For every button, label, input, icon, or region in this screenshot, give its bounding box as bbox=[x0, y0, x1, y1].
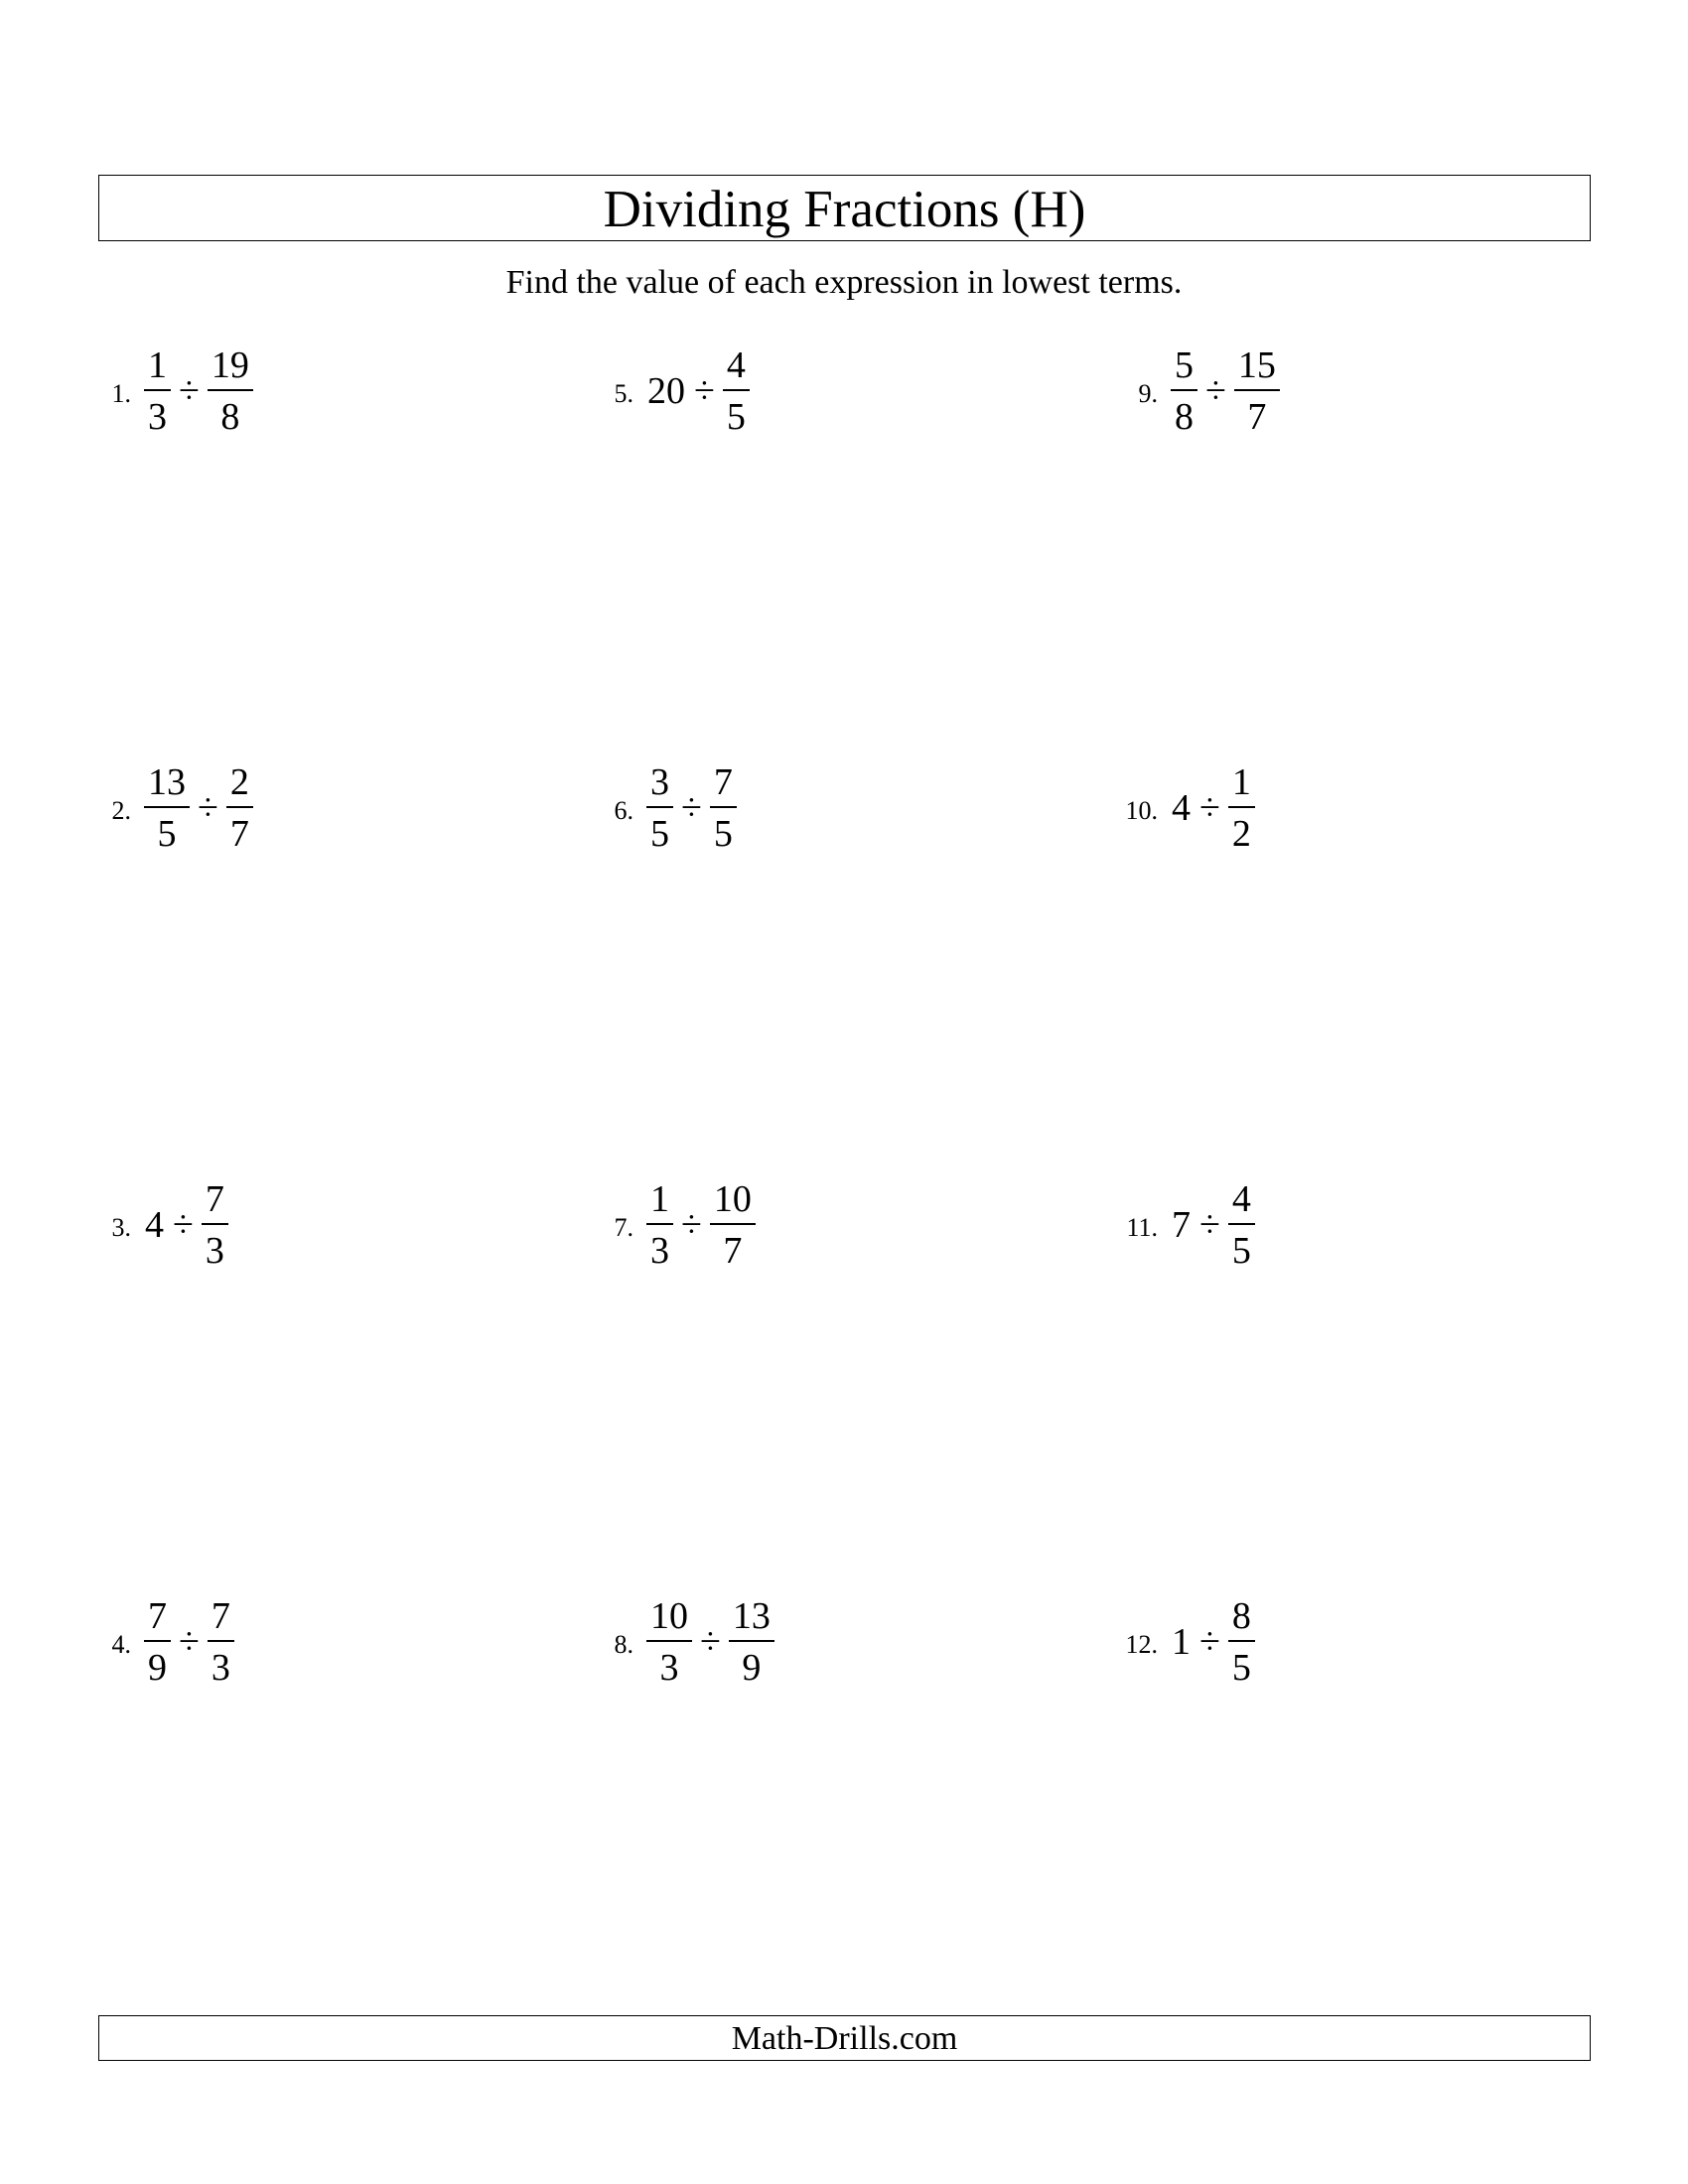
page-title: Dividing Fractions (H) bbox=[603, 181, 1086, 238]
divide-sign: ÷ bbox=[198, 787, 218, 829]
problem-number: 5. bbox=[614, 379, 633, 408]
expression bbox=[141, 346, 256, 436]
instructions: Find the value of each expression in lowest terms. bbox=[505, 264, 1183, 301]
fraction bbox=[1228, 1597, 1255, 1687]
denominator: 5 bbox=[713, 813, 733, 855]
denominator: 5 bbox=[726, 396, 746, 438]
problem-number: 12. bbox=[1125, 1630, 1158, 1659]
denominator: 5 bbox=[1231, 1230, 1251, 1272]
whole-number: 7 bbox=[1172, 1204, 1191, 1246]
expression bbox=[643, 1180, 759, 1270]
problem-number: 1. bbox=[111, 379, 131, 408]
fraction bbox=[729, 1597, 774, 1687]
denominator: 7 bbox=[229, 813, 249, 855]
expression bbox=[643, 763, 740, 853]
problem-2 bbox=[89, 749, 256, 868]
fraction bbox=[646, 1597, 692, 1687]
problem-number: 2. bbox=[111, 796, 131, 825]
problem-4 bbox=[89, 1582, 237, 1702]
denominator: 9 bbox=[742, 1647, 762, 1689]
problem-3 bbox=[89, 1165, 231, 1285]
numerator: 1 bbox=[650, 1178, 669, 1220]
numerator: 7 bbox=[205, 1178, 224, 1220]
denominator: 5 bbox=[1231, 1647, 1251, 1689]
numerator: 4 bbox=[1231, 1178, 1251, 1220]
denominator: 8 bbox=[220, 396, 240, 438]
divide-sign: ÷ bbox=[681, 1204, 702, 1246]
divide-sign: ÷ bbox=[1205, 370, 1226, 412]
denominator: 3 bbox=[659, 1647, 679, 1689]
denominator: 3 bbox=[148, 396, 167, 438]
numerator: 13 bbox=[148, 761, 186, 803]
footer-text: Math-Drills.com bbox=[731, 2020, 958, 2057]
problem-8 bbox=[592, 1582, 777, 1702]
fraction bbox=[202, 1180, 228, 1270]
numerator: 7 bbox=[211, 1595, 230, 1637]
denominator: 5 bbox=[650, 813, 669, 855]
numerator: 8 bbox=[1231, 1595, 1251, 1637]
numerator: 19 bbox=[211, 344, 249, 386]
numerator: 3 bbox=[650, 761, 669, 803]
whole-number: 20 bbox=[647, 370, 685, 412]
numerator: 1 bbox=[1231, 761, 1251, 803]
problem-number: 3. bbox=[111, 1213, 131, 1242]
fraction bbox=[1234, 346, 1280, 436]
expression bbox=[643, 346, 753, 436]
denominator: 2 bbox=[1231, 813, 1251, 855]
fraction bbox=[710, 1180, 756, 1270]
divide-sign: ÷ bbox=[1199, 1204, 1220, 1246]
numerator: 13 bbox=[732, 1595, 771, 1637]
expression bbox=[1168, 763, 1258, 853]
expression bbox=[141, 1180, 231, 1270]
problem-1 bbox=[89, 332, 256, 451]
expression bbox=[141, 763, 256, 853]
fraction bbox=[144, 763, 190, 853]
denominator: 7 bbox=[723, 1230, 743, 1272]
expression bbox=[1168, 346, 1283, 436]
fraction bbox=[144, 346, 171, 436]
divide-sign: ÷ bbox=[694, 370, 715, 412]
problem-number: 8. bbox=[614, 1630, 633, 1659]
expression bbox=[1168, 1597, 1258, 1687]
problem-12 bbox=[1116, 1582, 1258, 1702]
denominator: 9 bbox=[148, 1647, 167, 1689]
numerator: 5 bbox=[1175, 344, 1194, 386]
fraction bbox=[1228, 1180, 1255, 1270]
problem-number: 10. bbox=[1125, 796, 1158, 825]
problem-number: 7. bbox=[614, 1213, 633, 1242]
problem-number: 11. bbox=[1126, 1213, 1158, 1242]
fraction bbox=[723, 346, 750, 436]
divide-sign: ÷ bbox=[1199, 1621, 1220, 1663]
title-box bbox=[98, 175, 1591, 241]
numerator: 7 bbox=[148, 1595, 167, 1637]
denominator: 8 bbox=[1175, 396, 1194, 438]
fraction bbox=[144, 1597, 171, 1687]
numerator: 4 bbox=[726, 344, 746, 386]
numerator: 7 bbox=[713, 761, 733, 803]
problem-number: 6. bbox=[614, 796, 633, 825]
divide-sign: ÷ bbox=[179, 1621, 200, 1663]
whole-number: 1 bbox=[1172, 1621, 1191, 1663]
numerator: 1 bbox=[148, 344, 167, 386]
fraction bbox=[208, 1597, 234, 1687]
denominator: 3 bbox=[205, 1230, 224, 1272]
divide-sign: ÷ bbox=[173, 1204, 194, 1246]
problem-9 bbox=[1116, 332, 1283, 451]
footer-box bbox=[98, 2015, 1591, 2061]
fraction bbox=[1228, 763, 1255, 853]
whole-number: 4 bbox=[145, 1204, 164, 1246]
fraction bbox=[226, 763, 253, 853]
problem-6 bbox=[592, 749, 740, 868]
divide-sign: ÷ bbox=[179, 370, 200, 412]
fraction bbox=[646, 1180, 673, 1270]
problem-11 bbox=[1116, 1165, 1258, 1285]
problem-number: 9. bbox=[1138, 379, 1158, 408]
expression bbox=[141, 1597, 237, 1687]
fraction bbox=[710, 763, 737, 853]
problem-5 bbox=[592, 332, 753, 451]
numerator: 2 bbox=[229, 761, 249, 803]
problem-10 bbox=[1116, 749, 1258, 868]
numerator: 10 bbox=[650, 1595, 688, 1637]
divide-sign: ÷ bbox=[1199, 787, 1220, 829]
numerator: 15 bbox=[1237, 344, 1276, 386]
expression bbox=[1168, 1180, 1258, 1270]
fraction bbox=[208, 346, 253, 436]
fraction bbox=[646, 763, 673, 853]
denominator: 5 bbox=[157, 813, 177, 855]
denominator: 7 bbox=[1247, 396, 1267, 438]
denominator: 3 bbox=[211, 1647, 230, 1689]
numerator: 10 bbox=[713, 1178, 752, 1220]
expression bbox=[643, 1597, 777, 1687]
whole-number: 4 bbox=[1172, 787, 1191, 829]
divide-sign: ÷ bbox=[681, 787, 702, 829]
denominator: 3 bbox=[650, 1230, 669, 1272]
fraction bbox=[1171, 346, 1197, 436]
problem-number: 4. bbox=[111, 1630, 131, 1659]
divide-sign: ÷ bbox=[700, 1621, 721, 1663]
problem-7 bbox=[592, 1165, 759, 1285]
